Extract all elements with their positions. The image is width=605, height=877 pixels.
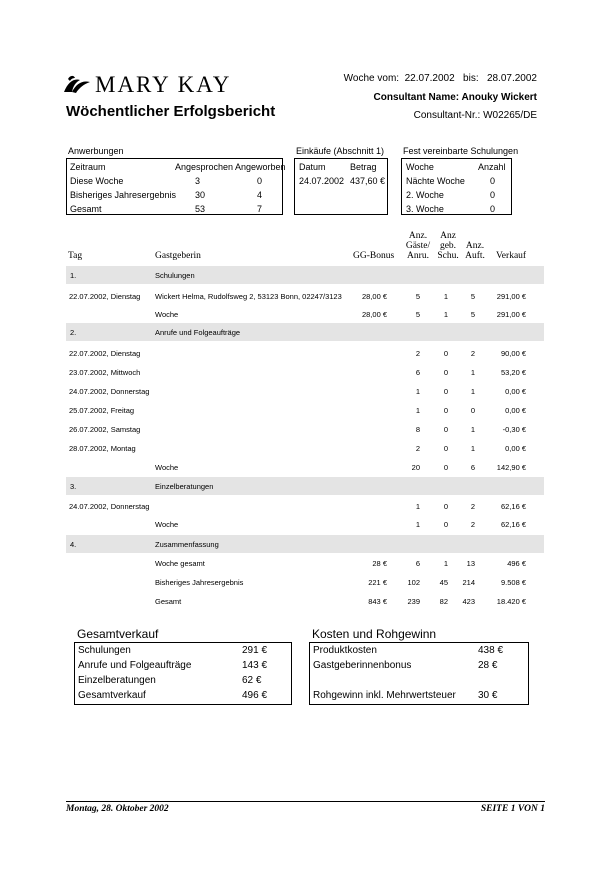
row-schu: 1 xyxy=(443,310,448,319)
row-verkauf: 53,20 € xyxy=(500,368,526,377)
footer-date: Montag, 28. Oktober 2002 xyxy=(66,804,169,814)
schulungen-fest-label: Fest vereinbarte Schulungen xyxy=(403,146,519,156)
row-schu: 0 xyxy=(443,406,448,415)
row-schu: 0 xyxy=(443,368,448,377)
row-tag: 25.07.2002, Freitag xyxy=(69,406,135,415)
row-gaeste: 2 xyxy=(415,349,420,358)
gesamtverkauf-table: Schulungen 291 € Anrufe und Folgeaufträge 143 € Einzelberatungen 62 € Gesamtverkauf 496 € xyxy=(74,642,292,705)
row-tag: 22.07.2002, Dienstag xyxy=(69,292,141,301)
row-gaeste: 2 xyxy=(415,444,420,453)
row-bonus: 221 € xyxy=(368,578,387,587)
row-schu: 0 xyxy=(443,444,448,453)
gesamtverkauf-label: Gesamtverkauf xyxy=(77,627,159,641)
row-verkauf: 90,00 € xyxy=(500,349,526,358)
row-tag: 22.07.2002, Dienstag xyxy=(69,349,141,358)
row-tag: 23.07.2002, Mittwoch xyxy=(69,368,141,377)
row-tag: 24.07.2002, Donnerstag xyxy=(69,502,150,511)
row-tag: 24.07.2002, Donnerstag xyxy=(69,387,150,396)
section-number: 3. xyxy=(70,482,77,491)
row-gastgeberin: Wickert Helma, Rudolfsweg 2, 53123 Bonn, 02247/3123 xyxy=(155,292,342,301)
row-schu: 0 xyxy=(443,387,448,396)
row-gastgeberin: Woche xyxy=(155,520,179,529)
anwerbungen-label: Anwerbungen xyxy=(68,146,124,156)
row-verkauf: -0,30 € xyxy=(502,425,526,434)
row-auft: 423 xyxy=(462,597,475,606)
col-header-schu: Anz geb. Schu. xyxy=(437,231,459,261)
row-bonus: 843 € xyxy=(368,597,387,606)
row-gaeste: 1 xyxy=(415,520,420,529)
row-verkauf: 62,16 € xyxy=(500,502,526,511)
row-schu: 45 xyxy=(439,578,448,587)
kosten-label: Kosten und Rohgewinn xyxy=(312,627,437,641)
row-gastgeberin: Woche xyxy=(155,310,179,319)
einkaeufe-label: Einkäufe (Abschnitt 1) xyxy=(296,146,385,156)
section-number: 4. xyxy=(70,540,77,549)
row-tag: 26.07.2002, Samstag xyxy=(69,425,141,434)
row-gastgeberin: Woche xyxy=(155,463,179,472)
col-header-gaeste: Anz. Gäste/ Anru. xyxy=(405,231,431,261)
row-gaeste: 5 xyxy=(415,292,420,301)
row-bonus: 28,00 € xyxy=(361,310,387,319)
anwerbungen-table: Zeitraum Angesprochen Angeworben Diese Woche 3 0 Bisheriges Jahresergebnis 30 4 Gesamt 53 7 xyxy=(66,158,283,215)
row-auft: 2 xyxy=(470,502,475,511)
row-schu: 0 xyxy=(443,502,448,511)
section-title: Anrufe und Folgeaufträge xyxy=(155,328,241,337)
row-auft: 1 xyxy=(470,444,475,453)
section-number: 1. xyxy=(70,271,77,280)
row-schu: 1 xyxy=(443,559,448,568)
section-band xyxy=(66,323,544,341)
row-gastgeberin: Gesamt xyxy=(155,597,182,606)
einkaeufe-table: Datum Betrag 24.07.2002 437,60 € xyxy=(294,158,388,215)
row-schu: 1 xyxy=(443,292,448,301)
row-gaeste: 20 xyxy=(411,463,420,472)
row-gaeste: 1 xyxy=(415,502,420,511)
row-auft: 6 xyxy=(470,463,475,472)
kosten-table: Produktkosten 438 € Gastgeberinnenbonus 28 € Rohgewinn inkl. Mehrwertsteuer 30 € xyxy=(309,642,529,705)
row-verkauf: 142,90 € xyxy=(496,463,526,472)
week-range: Woche vom: 22.07.2002 bis: 28.07.2002 xyxy=(343,73,537,84)
row-verkauf: 62,16 € xyxy=(500,520,526,529)
row-verkauf: 18.420 € xyxy=(496,597,526,606)
section-band xyxy=(66,266,544,284)
section-band xyxy=(66,535,544,553)
section-title: Einzelberatungen xyxy=(155,482,214,491)
row-verkauf: 496 € xyxy=(507,559,526,568)
row-gaeste: 8 xyxy=(415,425,420,434)
row-schu: 0 xyxy=(443,520,448,529)
row-gaeste: 5 xyxy=(415,310,420,319)
section-title: Schulungen xyxy=(155,271,195,280)
row-auft: 13 xyxy=(466,559,475,568)
row-auft: 0 xyxy=(470,406,475,415)
row-schu: 82 xyxy=(439,597,448,606)
row-gaeste: 6 xyxy=(415,368,420,377)
row-schu: 0 xyxy=(443,463,448,472)
footer-divider xyxy=(66,801,545,802)
row-auft: 2 xyxy=(470,349,475,358)
row-gaeste: 102 xyxy=(407,578,420,587)
row-verkauf: 291,00 € xyxy=(496,310,526,319)
row-auft: 1 xyxy=(470,387,475,396)
row-verkauf: 0,00 € xyxy=(505,406,526,415)
row-gaeste: 6 xyxy=(415,559,420,568)
row-auft: 214 xyxy=(462,578,475,587)
col-header-bonus: GG-Bonus xyxy=(353,251,395,261)
row-bonus: 28 € xyxy=(372,559,387,568)
row-schu: 0 xyxy=(443,349,448,358)
col-header-auft: Anz. Auft. xyxy=(465,241,485,261)
footer-page-number: SEITE 1 VON 1 xyxy=(480,804,545,814)
row-auft: 5 xyxy=(470,292,475,301)
row-verkauf: 291,00 € xyxy=(496,292,526,301)
consultant-number: Consultant-Nr.: W02265/DE xyxy=(413,110,537,121)
row-schu: 0 xyxy=(443,425,448,434)
section-number: 2. xyxy=(70,328,77,337)
row-auft: 1 xyxy=(470,368,475,377)
row-gaeste: 239 xyxy=(407,597,420,606)
section-title: Zusammenfassung xyxy=(155,540,219,549)
row-auft: 5 xyxy=(470,310,475,319)
row-verkauf: 9.508 € xyxy=(500,578,526,587)
section-band xyxy=(66,477,544,495)
row-verkauf: 0,00 € xyxy=(505,387,526,396)
report-title: Wöchentlicher Erfolgsbericht xyxy=(66,103,276,120)
consultant-name: Consultant Name: Anouky Wickert xyxy=(373,92,537,103)
row-tag: 28.07.2002, Montag xyxy=(69,444,136,453)
row-auft: 2 xyxy=(470,520,475,529)
row-auft: 1 xyxy=(470,425,475,434)
col-header-tag: Tag xyxy=(68,251,83,261)
col-header-gastgeberin: Gastgeberin xyxy=(155,251,201,261)
row-gaeste: 1 xyxy=(415,387,420,396)
row-bonus: 28,00 € xyxy=(361,292,387,301)
brand-name: MARY KAY xyxy=(95,72,232,97)
col-header-verkauf: Verkauf xyxy=(496,251,527,261)
row-gaeste: 1 xyxy=(415,406,420,415)
mary-kay-logo-icon xyxy=(62,74,92,96)
row-gastgeberin: Woche gesamt xyxy=(155,559,205,568)
row-gastgeberin: Bisheriges Jahresergebnis xyxy=(155,578,244,587)
row-verkauf: 0,00 € xyxy=(505,444,526,453)
schulungen-fest-table: Woche Anzahl Nächte Woche 0 2. Woche 0 3. Woche 0 xyxy=(401,158,512,215)
